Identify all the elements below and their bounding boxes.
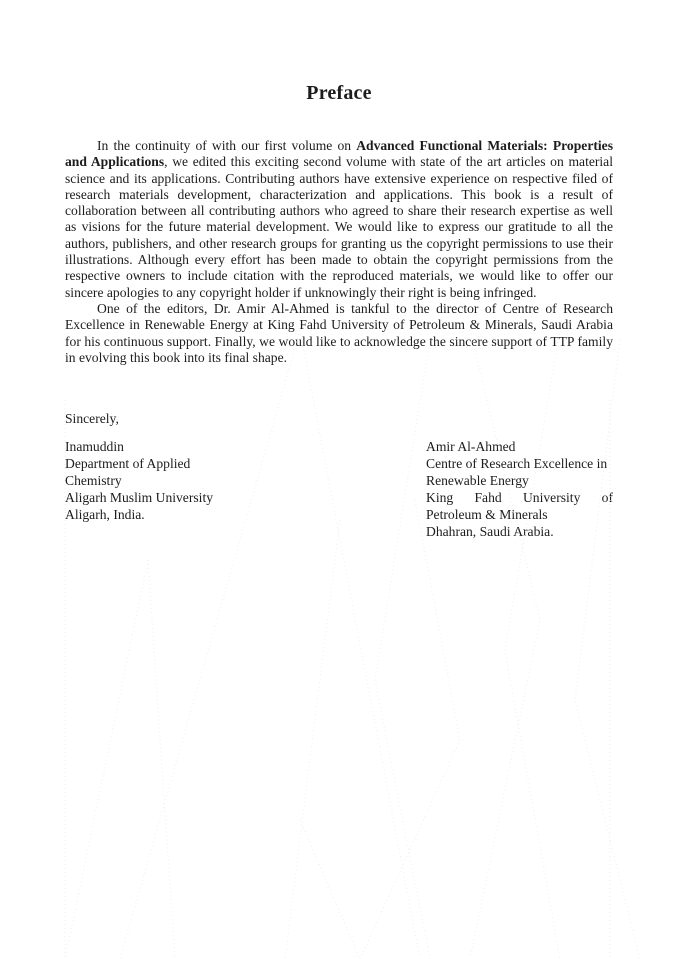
- page-title: Preface: [306, 82, 372, 104]
- signature-right-centre-line-2: Renewable Energy: [426, 473, 529, 489]
- signature-left-dept-line-2: Chemistry: [65, 473, 122, 489]
- signature-right-centre-line-1: Centre of Research Excellence in: [426, 456, 608, 472]
- closing-salutation: Sincerely,: [65, 411, 119, 427]
- signature-left: [65, 438, 275, 540]
- paragraph-1: [65, 138, 613, 301]
- book-title-bold: Advanced Functional Materials: Properties and Applications: [65, 138, 613, 170]
- signature-left-university: Aligarh Muslim University: [65, 490, 214, 506]
- signature-right: [426, 438, 613, 540]
- paragraph-1-text-start: In the continuity of with our first volume on: [97, 138, 357, 153]
- signature-right-university-line-1: King Fahd University of: [426, 490, 613, 506]
- paragraph-2: One of the editors, Dr. Amir Al-Ahmed is tankful to the director of Centre of Research Excellence in Renewable Energy at King Fahd University of Petroleum & Minerals, Saudi Arabia for his continuous support. Finally, we would like to acknowledge the sincere support of TTP family in evolving this book into its final shape.: [65, 300, 613, 365]
- signature-left-dept-line-1: Department of Applied: [65, 456, 191, 472]
- paragraph-1-text-end: , we edited this exciting second volume with state of the art articles on material science and its applications. Contributing authors have extensive experience on respective filed of research materials development, characterization and applications. This book is a result of collaboration between all contributing authors who agreed to share their research expertise as well as visions for the future material development. We would like to express our gratitude to all the authors, publishers, and other research groups for granting us the copyright permissions to use their illustrations. Although every effort has been made to obtain the copyright permissions from the respective owners to include citation with the reproduced materials, we would like to offer our sincere apologies to any copyright holder if unknowingly their right is being infringed.: [65, 154, 613, 300]
- signature-right-location: Dhahran, Saudi Arabia.: [426, 524, 554, 540]
- signature-left-name: Inamuddin: [65, 439, 124, 455]
- signature-right-university-line-2: Petroleum & Minerals: [426, 507, 548, 523]
- signature-left-location: Aligarh, India.: [65, 507, 145, 523]
- signature-right-name: Amir Al-Ahmed: [426, 439, 516, 455]
- signature-block: [65, 438, 613, 540]
